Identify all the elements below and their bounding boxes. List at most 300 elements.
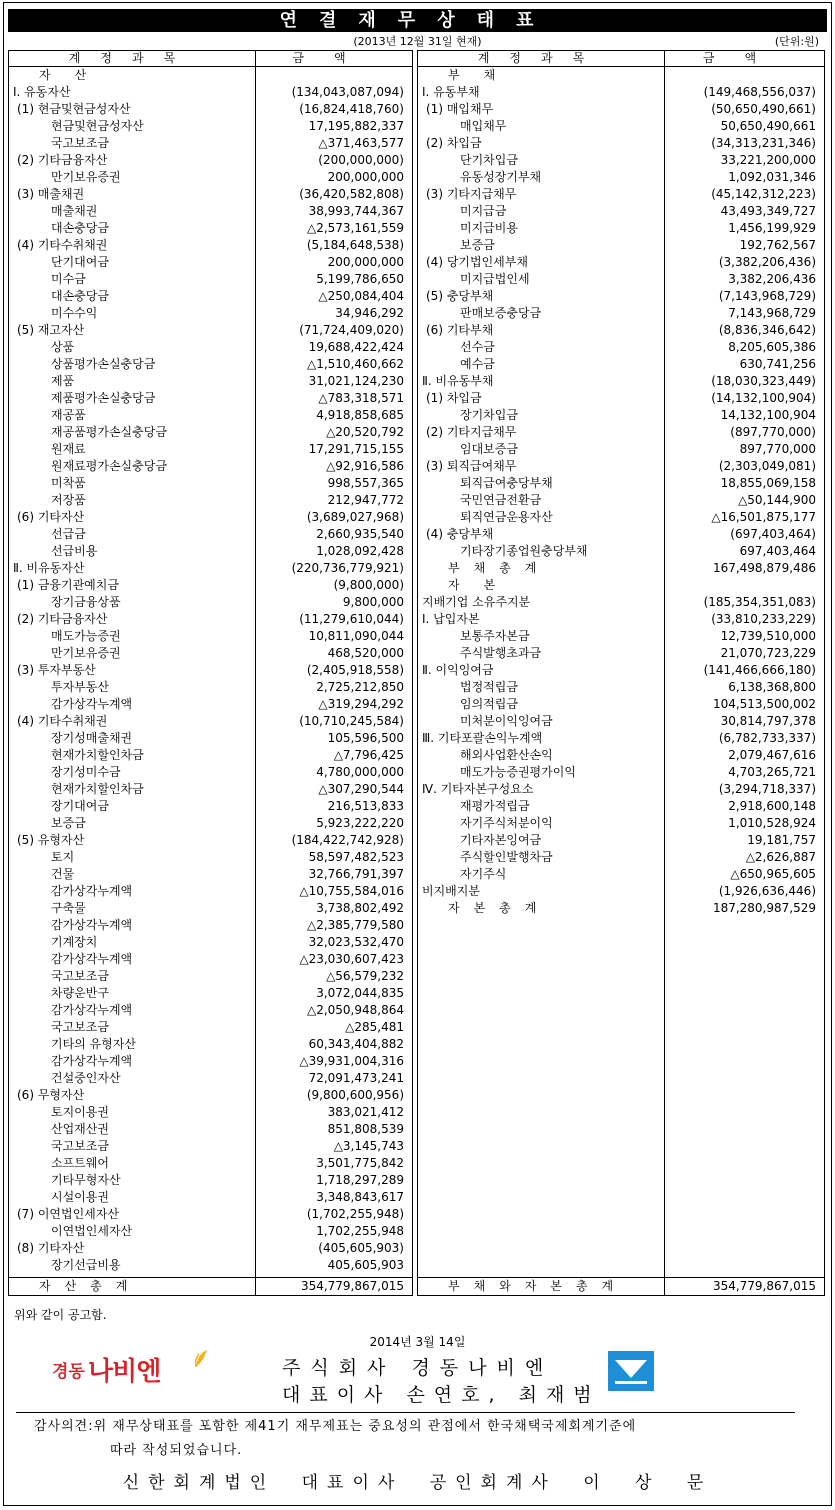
liabilities-rows <box>418 67 824 917</box>
table-row <box>9 662 412 679</box>
table-row <box>9 169 412 186</box>
amount-value: 2,660,935,540 <box>316 527 404 541</box>
table-row <box>418 577 824 594</box>
account-name: 미수수익 <box>9 305 256 322</box>
account-name: Ⅰ. 유동부채 <box>418 84 665 101</box>
account-name: 미수금 <box>9 271 256 288</box>
table-row <box>418 84 824 101</box>
amount-value: 2,725,212,850 <box>316 680 404 694</box>
table-row <box>418 322 824 339</box>
company-logo <box>52 1349 216 1387</box>
amount-value: △285,481 <box>345 1020 404 1034</box>
amount-value: 19,688,422,424 <box>308 340 404 354</box>
table-row <box>9 220 412 237</box>
account-name: (3) 기타지급채무 <box>418 186 665 203</box>
account-name: 원재료 <box>9 441 256 458</box>
table-row <box>418 101 824 118</box>
account-name: 보증금 <box>418 237 665 254</box>
account-name: 저장품 <box>9 492 256 509</box>
amount-value: (184,422,742,928) <box>291 833 404 847</box>
amount-value: △307,290,544 <box>318 782 404 796</box>
amount-value: 897,770,000 <box>739 442 816 456</box>
table-row <box>9 135 412 152</box>
account-name: (2) 기타금융자산 <box>9 152 256 169</box>
total-amount: 354,779,867,015 <box>300 1279 404 1293</box>
amount-value: (897,770,000) <box>730 425 816 439</box>
footer <box>4 1296 831 1507</box>
amount-value: 43,493,349,727 <box>720 204 816 218</box>
table-row <box>9 849 412 866</box>
amount-value: 38,993,744,367 <box>308 204 404 218</box>
account-name: 상품평가손실충당금 <box>9 356 256 373</box>
amount-value: (7,143,968,729) <box>718 289 816 303</box>
table-row <box>9 951 412 968</box>
table-row <box>9 475 412 492</box>
amount-value: △783,318,571 <box>318 391 404 405</box>
table-row <box>9 424 412 441</box>
amount-value: 187,280,987,529 <box>712 901 816 915</box>
amount-value: 998,557,365 <box>327 476 404 490</box>
account-name: (2) 기타금융자산 <box>9 611 256 628</box>
amount-value: 19,181,757 <box>747 833 816 847</box>
account-name: 재공품 <box>9 407 256 424</box>
statement-date: (2013년 12월 31일 현재) <box>353 35 482 48</box>
amount-value: (1,926,636,446) <box>718 884 816 898</box>
account-name: (1) 매입채무 <box>418 101 665 118</box>
table-row <box>9 1257 412 1274</box>
amount-value: 5,199,786,650 <box>316 272 404 286</box>
table-row <box>9 390 412 407</box>
total-label: 부채와자본총계 <box>418 1278 665 1295</box>
table-row <box>418 713 824 730</box>
account-name: Ⅱ. 비유동부채 <box>418 373 665 390</box>
table-row <box>9 1104 412 1121</box>
amount-value: 212,947,772 <box>327 493 404 507</box>
amount-value: 3,348,843,617 <box>316 1190 404 1204</box>
account-name: 매입채무 <box>418 118 665 135</box>
amount-value: 1,702,255,948 <box>316 1224 404 1238</box>
table-row <box>9 407 412 424</box>
account-name: 국민연금전환금 <box>418 492 665 509</box>
account-name: (4) 기타수취채권 <box>9 713 256 730</box>
amount-value: 167,498,879,486 <box>712 561 816 575</box>
table-row <box>418 458 824 475</box>
table-row <box>9 917 412 934</box>
ceo-names: 대표이사 손연호, 최재범 <box>282 1384 601 1406</box>
account-column-header: 계정과목 <box>9 51 256 66</box>
amount-value: (141,466,666,180) <box>703 663 816 677</box>
amount-value: △92,916,586 <box>326 459 404 473</box>
table-row <box>9 1172 412 1189</box>
table-row <box>418 560 824 577</box>
amount-value: 3,382,206,436 <box>728 272 816 286</box>
announcement-date: 2014년 3월 14일 <box>369 1335 466 1349</box>
amount-value: (220,736,779,921) <box>291 561 404 575</box>
amount-value: 30,814,797,378 <box>720 714 816 728</box>
amount-value: 32,766,791,397 <box>308 867 404 881</box>
account-name: Ⅱ. 비유동자산 <box>9 560 256 577</box>
table-row <box>418 900 824 917</box>
account-name: 국고보조금 <box>9 968 256 985</box>
account-name: 미지급금 <box>418 203 665 220</box>
amount-value: 3,072,044,835 <box>316 986 404 1000</box>
table-row <box>418 747 824 764</box>
audit-opinion-line-1: 감사의견:위 재무상태표를 포함한 제41기 재무제표는 중요성의 관점에서 한국채택국제회계기준에 <box>34 1419 637 1434</box>
amount-value: (71,724,409,020) <box>299 323 404 337</box>
amount-value: △20,520,792 <box>326 425 404 439</box>
amount-value: (36,420,582,808) <box>299 187 404 201</box>
notice-text: 위와 같이 공고함. <box>14 1308 107 1322</box>
account-name: 미처분이익잉여금 <box>418 713 665 730</box>
account-name: 토지 <box>9 849 256 866</box>
amount-value: (18,030,323,449) <box>711 374 816 388</box>
liabilities-table-header <box>418 51 824 67</box>
amount-value: (16,824,418,760) <box>299 102 404 116</box>
amount-value: △650,965,605 <box>730 867 816 881</box>
table-row <box>9 696 412 713</box>
audit-opinion-line-2: 따라 작성되었습니다. <box>110 1443 243 1458</box>
table-row <box>418 135 824 152</box>
table-row <box>9 900 412 917</box>
column-divider <box>664 917 665 1278</box>
account-name: 제품평가손실충당금 <box>9 390 256 407</box>
table-row <box>418 492 824 509</box>
table-row <box>9 441 412 458</box>
amount-value: 468,520,000 <box>327 646 404 660</box>
account-name: Ⅰ. 유동자산 <box>9 84 256 101</box>
table-row <box>418 611 824 628</box>
amount-value <box>665 67 824 84</box>
liabilities-equity-table <box>417 50 825 1296</box>
account-name: 대손충당금 <box>9 220 256 237</box>
account-name: (2) 차입금 <box>418 135 665 152</box>
assets-total-row <box>9 1277 412 1295</box>
table-row <box>9 730 412 747</box>
amount-value <box>665 577 824 594</box>
amount-value: 33,221,200,000 <box>720 153 816 167</box>
amount-value: △2,050,948,864 <box>306 1003 404 1017</box>
amount-value: (405,605,903) <box>318 1241 404 1255</box>
amount-value: (34,313,231,346) <box>711 136 816 150</box>
table-row <box>9 118 412 135</box>
amount-value: 60,343,404,882 <box>308 1037 404 1051</box>
logo-prefix: 경동 <box>52 1362 85 1382</box>
account-name: 자기주식처분이익 <box>418 815 665 832</box>
amount-value: 18,855,069,158 <box>720 476 816 490</box>
table-row <box>9 815 412 832</box>
amount-value: 10,811,090,044 <box>308 629 404 643</box>
account-name: 만기보유증권 <box>9 169 256 186</box>
account-name: (3) 매출채권 <box>9 186 256 203</box>
account-name: 매출채권 <box>9 203 256 220</box>
account-name: 감가상각누계액 <box>9 883 256 900</box>
amount-value: △50,144,900 <box>738 493 816 507</box>
amount-column-header: 금액 <box>292 51 376 65</box>
auditor-signature: 신한회계법인 대표이사 공인회계사 이 상 문 <box>122 1473 713 1493</box>
amount-value: 7,143,968,729 <box>728 306 816 320</box>
assets-table-header <box>9 51 412 67</box>
account-name: 상품 <box>9 339 256 356</box>
amount-value: 216,513,833 <box>327 799 404 813</box>
table-row <box>9 645 412 662</box>
amount-value: 14,132,100,904 <box>720 408 816 422</box>
amount-value: (3,689,027,968) <box>306 510 404 524</box>
account-name: (2) 기타지급채무 <box>418 424 665 441</box>
amount-value: 192,762,567 <box>739 238 816 252</box>
account-name: 임대보증금 <box>418 441 665 458</box>
account-name: 퇴직연금운용자산 <box>418 509 665 526</box>
table-row <box>9 1240 412 1257</box>
account-name: 투자부동산 <box>9 679 256 696</box>
amount-value: (6,782,733,337) <box>718 731 816 745</box>
account-name: 주식할인발행차금 <box>418 849 665 866</box>
account-name: 자본총계 <box>418 900 665 917</box>
table-row <box>418 441 824 458</box>
amount-value: △1,510,460,662 <box>306 357 404 371</box>
table-row <box>418 645 824 662</box>
amount-value: △39,931,004,316 <box>299 1054 404 1068</box>
account-name: (6) 무형자산 <box>9 1087 256 1104</box>
account-name: 장기차입금 <box>418 407 665 424</box>
amount-value: (2,303,049,081) <box>718 459 816 473</box>
total-amount: 354,779,867,015 <box>712 1279 816 1293</box>
amount-value: △2,385,779,580 <box>306 918 404 932</box>
amount-value: 105,596,500 <box>327 731 404 745</box>
amount-value: △2,573,161,559 <box>306 221 404 235</box>
account-name: 대손충당금 <box>9 288 256 305</box>
table-row <box>9 764 412 781</box>
assets-rows <box>9 67 412 1274</box>
table-row <box>9 1189 412 1206</box>
logo-name: 나비엔 <box>88 1357 161 1387</box>
amount-value: (149,468,556,037) <box>703 85 816 99</box>
account-name: 장기대여금 <box>9 798 256 815</box>
table-row <box>9 594 412 611</box>
table-row <box>9 373 412 390</box>
account-name: 산업재산권 <box>9 1121 256 1138</box>
table-row <box>9 509 412 526</box>
amount-value: △250,084,404 <box>318 289 404 303</box>
account-name: 건설중인자산 <box>9 1070 256 1087</box>
table-row <box>418 288 824 305</box>
amount-value: (200,000,000) <box>318 153 404 167</box>
account-name: 국고보조금 <box>9 1019 256 1036</box>
amount-value: △16,501,875,177 <box>711 510 816 524</box>
table-row <box>9 356 412 373</box>
page-title: 연결재무상태표 <box>8 9 827 32</box>
account-name: 비지배지분 <box>418 883 665 900</box>
table-row <box>9 1087 412 1104</box>
table-row <box>418 237 824 254</box>
account-name: 소프트웨어 <box>9 1155 256 1172</box>
account-name: (6) 기타자산 <box>9 509 256 526</box>
account-name: 기타자본잉여금 <box>418 832 665 849</box>
amount-value: △23,030,607,423 <box>299 952 404 966</box>
account-name: 단기차입금 <box>418 152 665 169</box>
table-row <box>418 781 824 798</box>
amount-value: △3,145,743 <box>333 1139 404 1153</box>
amount-value: △56,579,232 <box>326 969 404 983</box>
account-name: 부채총계 <box>418 560 665 577</box>
table-row <box>418 509 824 526</box>
table-row <box>418 390 824 407</box>
account-name: 지배기업 소유주지분 <box>418 594 665 611</box>
amount-value: 12,739,510,000 <box>720 629 816 643</box>
table-row <box>9 883 412 900</box>
amount-value: 72,091,473,241 <box>308 1071 404 1085</box>
table-row <box>9 628 412 645</box>
account-name: 미착품 <box>9 475 256 492</box>
amount-value: △2,626,887 <box>745 850 816 864</box>
account-name: 매도가능증권 <box>9 628 256 645</box>
amount-value: 3,738,802,492 <box>316 901 404 915</box>
amount-value: 2,079,467,616 <box>728 748 816 762</box>
table-row <box>418 832 824 849</box>
account-name: 퇴직급여충당부채 <box>418 475 665 492</box>
account-name: 감가상각누계액 <box>9 1053 256 1070</box>
account-name: 자산 <box>9 67 256 84</box>
table-row <box>9 934 412 951</box>
table-row <box>418 305 824 322</box>
account-name: (4) 기타수취채권 <box>9 237 256 254</box>
account-name: 제품 <box>9 373 256 390</box>
currency-unit: (단위:원) <box>774 35 819 48</box>
amount-value: 1,092,031,346 <box>728 170 816 184</box>
amount-value: 383,021,412 <box>327 1105 404 1119</box>
amount-value: (9,800,000) <box>333 578 404 592</box>
table-row <box>9 1036 412 1053</box>
table-row <box>418 815 824 832</box>
amount-value: 630,741,256 <box>739 357 816 371</box>
table-row <box>418 203 824 220</box>
account-name: 구축물 <box>9 900 256 917</box>
amount-value: △371,463,577 <box>318 136 404 150</box>
account-name: 미지급법인세 <box>418 271 665 288</box>
account-name: 감가상각누계액 <box>9 917 256 934</box>
table-row <box>9 1019 412 1036</box>
table-row <box>418 849 824 866</box>
account-name: 임의적립금 <box>418 696 665 713</box>
liabilities-equity-total-row <box>418 1277 824 1295</box>
table-row <box>9 322 412 339</box>
table-row <box>418 339 824 356</box>
table-row <box>9 781 412 798</box>
amount-value: △319,294,292 <box>318 697 404 711</box>
amount-value: 851,808,539 <box>327 1122 404 1136</box>
table-row <box>418 356 824 373</box>
table-row <box>9 611 412 628</box>
account-name: 국고보조금 <box>9 135 256 152</box>
table-row <box>9 101 412 118</box>
table-row <box>9 203 412 220</box>
table-row <box>418 169 824 186</box>
account-name: (3) 퇴직급여채무 <box>418 458 665 475</box>
table-row <box>9 968 412 985</box>
table-row <box>9 798 412 815</box>
total-label: 자산총계 <box>9 1278 256 1295</box>
amount-value: (45,142,312,223) <box>711 187 816 201</box>
account-name: 자기주식 <box>418 866 665 883</box>
account-name: 기타장기종업원충당부채 <box>418 543 665 560</box>
account-name: 현재가치할인차금 <box>9 747 256 764</box>
table-row <box>9 1121 412 1138</box>
table-row <box>9 543 412 560</box>
amount-value: (5,184,648,538) <box>306 238 404 252</box>
amount-value: (1,702,255,948) <box>306 1207 404 1221</box>
amount-value: 2,918,600,148 <box>728 799 816 813</box>
account-name: 보통주자본금 <box>418 628 665 645</box>
amount-value: 50,650,490,661 <box>720 119 816 133</box>
table-row <box>9 67 412 84</box>
account-name: 판매보증충당금 <box>418 305 665 322</box>
financial-statement-page <box>3 2 832 1506</box>
table-row <box>418 271 824 288</box>
account-name: Ⅳ. 기타자본구성요소 <box>418 781 665 798</box>
account-name: 예수금 <box>418 356 665 373</box>
table-row <box>9 186 412 203</box>
amount-value: (14,132,100,904) <box>711 391 816 405</box>
table-row <box>418 186 824 203</box>
table-row <box>9 492 412 509</box>
account-name: 유동성장기부채 <box>418 169 665 186</box>
table-row <box>418 152 824 169</box>
table-row <box>9 747 412 764</box>
table-row <box>9 1002 412 1019</box>
account-name: 시설이용권 <box>9 1189 256 1206</box>
table-row <box>9 152 412 169</box>
amount-value: 34,946,292 <box>335 306 404 320</box>
amount-value: 200,000,000 <box>327 170 404 184</box>
account-name: 부채 <box>418 67 665 84</box>
table-row <box>9 1053 412 1070</box>
amount-value: (50,650,490,661) <box>711 102 816 116</box>
account-name: 건물 <box>9 866 256 883</box>
account-name: (3) 투자부동산 <box>9 662 256 679</box>
amount-value: (3,294,718,337) <box>718 782 816 796</box>
amount-value: 21,070,723,229 <box>720 646 816 660</box>
table-row <box>418 696 824 713</box>
account-name: 감가상각누계액 <box>9 1002 256 1019</box>
table-row <box>418 526 824 543</box>
table-row <box>9 526 412 543</box>
account-name: Ⅲ. 기타포괄손익누계액 <box>418 730 665 747</box>
account-name: Ⅰ. 납입자본 <box>418 611 665 628</box>
butterfly-leaf-icon <box>194 1349 208 1369</box>
amount-value: 4,918,858,685 <box>316 408 404 422</box>
table-row <box>9 985 412 1002</box>
divider <box>16 1412 795 1413</box>
account-name: 현재가치할인차금 <box>9 781 256 798</box>
table-row <box>418 883 824 900</box>
account-name: (8) 기타자산 <box>9 1240 256 1257</box>
amount-value: 1,010,528,924 <box>728 816 816 830</box>
amount-value: (9,800,600,956) <box>306 1088 404 1102</box>
table-row <box>418 67 824 84</box>
table-row <box>9 84 412 101</box>
amount-value: 1,028,092,428 <box>316 544 404 558</box>
account-name: 장기성미수금 <box>9 764 256 781</box>
account-name: 해외사업환산손익 <box>418 747 665 764</box>
amount-value: 5,923,222,220 <box>316 816 404 830</box>
account-name: 장기성매출채권 <box>9 730 256 747</box>
amount-value: 200,000,000 <box>327 255 404 269</box>
amount-column-header: 금액 <box>702 51 787 65</box>
account-name: 재평가적립금 <box>418 798 665 815</box>
column-divider <box>255 1274 256 1278</box>
account-name: 선수금 <box>418 339 665 356</box>
company-name: 주식회사 경동나비엔 <box>282 1357 554 1379</box>
amount-value: 58,597,482,523 <box>308 850 404 864</box>
